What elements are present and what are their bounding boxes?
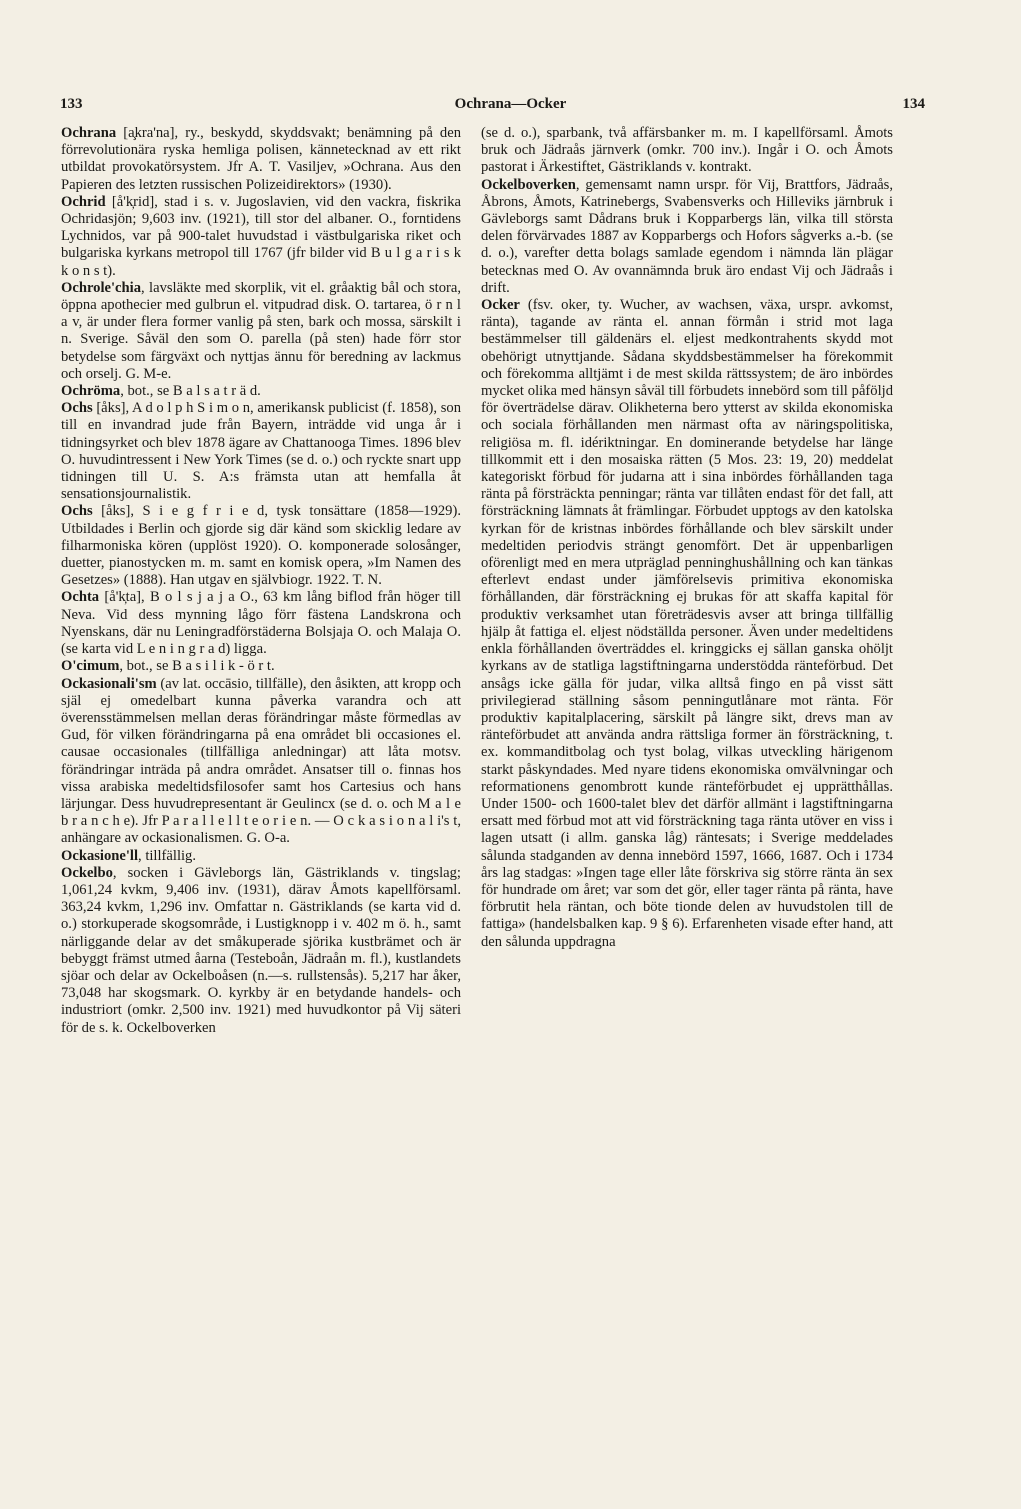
entry-text: , bot., se B a s i l i k - ö r t. — [119, 658, 275, 675]
entry-headword: Ochs — [61, 400, 93, 417]
entry-text: , gemensamt namn urspr. för Vij, Brattfors, Jädraås, Åbrons, Åmots, Katrinebergs, Svabensverks och Hilleviks järnbruk i Gävleborgs samt Dådrans bruk i Kopparbergs län, vilka till största delen förvärvades 1887 av Kopparbergs och Hofors sågverks a.-b. (se d. o.), varefter detta bolags samlade egendom i nämnda län plägar betecknas med O. Av ovannämnda bruk äro endast Vij och Jädraås i drift. — [481, 176, 893, 296]
page-number-right: 134 — [902, 96, 925, 112]
entry-headword: Ochrid — [61, 193, 106, 210]
entry-headword: Ochrole'chia — [61, 279, 141, 296]
page-number-left: 133 — [60, 96, 83, 112]
entry — [61, 503, 461, 589]
entry-headword: Ochta — [61, 589, 100, 606]
entry-text: , bot., se B a l s a t r ä d. — [120, 383, 261, 400]
entry-text: [åks], S i e g f r i e d, tysk tonsättare (1858—1929). Utbildades i Berlin och gjorde sig där känd som skicklig ledare av filharmoniska kören (upplöst 1920). O. komponerade solosånger, duetter, pianostycken m. m. samt en komisk opera, »Im Namen des Gesetzes» (1888). Han utgav en självbiogr. 1922. T. N. — [61, 503, 461, 589]
entry-text: (se d. o.), sparbank, två affärsbanker m. m. I kapellförsaml. Åmots bruk och Jädraås järnverk (omkr. 700 inv.). Ingår i O. och Åmots pastorat i Ärkestiftet, Gästriklands v. kontrakt. — [481, 125, 893, 176]
entry-text: , tillfällig. — [138, 847, 196, 864]
entry — [481, 177, 893, 297]
entry — [61, 848, 461, 865]
entry-headword: Ocker — [481, 297, 520, 314]
entry — [61, 865, 461, 1037]
running-title: Ochrana—Ocker — [454, 96, 567, 112]
entry — [61, 125, 461, 194]
entry-headword: Ochs — [61, 503, 93, 520]
entry — [61, 400, 461, 503]
entry-headword: O'cimum — [61, 658, 120, 675]
entry — [481, 297, 893, 951]
entry-text: [å'k̦rid], stad i s. v. Jugoslavien, vid den vackra, fiskrika Ochridasjön; 9,603 inv. (1921), till stor del albaner. O., forntidens Lychnidos, var på 900-talet huvudstad i västbulgariska riket och bulgariska kyrkans metropol till 1767 (jfr bilder vid B u l g a r i s k k o n s t). — [61, 193, 461, 279]
entry — [61, 383, 461, 400]
entry-headword: Ochrana — [61, 125, 117, 141]
entry-text: (fsv. oker, ty. Wucher, av wachsen, växa, urspr. avkomst, ränta), tagande av ränta el. annan förmån i strid mot laga bestämmelser till gäldenärs el. eljest medkontrahents skydd mot obehörigt utnyttjande. Sådana skyddsbestämmelser ha förekommit och förekomma alltjämt i de mest skilda rättssystem; de äro inbördes mycket olika med hänsyn såväl till förbudets innebörd som till påföljd för överträdelse därav. Olikheterna bero ytterst av skilda ekonomiska och sociala förhållanden men närmast ofta av näringspolitiska, religiösa m. fl. idériktningar. En dominerande betydelse har länge tillkommit ett i den mosaiska rätten (5 Mos. 23: 19, 20) meddelat kategoriskt förbud för judarna att i sina inbördes förhållanden taga ränta på försträckta penningar; ränta var tillåten endast för det fall, att försträckning lämnats åt främlingar. Förbudet upptogs av den katolska kyrkan för de kristnas inbördes förhållande och blev särskilt under medeltiden periodvis strängt genomfört. Det är uppenbarligen oförenligt med en mera utpräglad penninghushållning och kan tänkas efterlevt endast under jämförelsevis primitiva ekonomiska förhållanden, där försträckning ej brukas för att skaffa kapital för produktiv verksamhet utan företrädesvis avser att bringa tillfällig hjälp åt fattiga el. eljest nödställda personer. Även under medeltidens enkla förhållanden överträddes el. kringgicks ej sällan ganska ohöljt kyrkans av de statliga lagstiftningarna understödda ränteförbud. Det ansågs icke gälla för judar, vilka alltså fingo en på visst sätt privilegierad ställning såsom penningutlånare mot ränta. För produktiv kapitalplacering, särskilt på längre sikt, drevs man av ränteförbudet att använda andra rättsliga former än försträckning, t. ex. kommanditbolag och tyst bolag, vilkas utveckling härigenom starkt påskyndades. Med nyare tidens ekonomiska omvälvningar och reformationens genombrott kunde ränteförbudet ej upprätthållas. Under 1500- och 1600-talet blev det därför allmänt i lagstiftningarna ersatt med förbud mot att vid försträckning taga ränta utöver en viss i lagen utsatt (i allm. ganska låg) räntesats; i Sverige meddelades sålunda stadganden av denna innebörd 1597, 1666, 1687. Och i 1734 års lag stadgas: »Ingen tage eller låte förskriva sig större ränta än sex för hundrade om året; var som det gör, eller tager ränta på ränta, have förbrutit hela räntan, och böte tionde delen av huvudstolen till de fattiga» (handelsbalken kap. 9 § 6). Erfarenheten visade efter hand, att den sålunda uppdragna — [481, 297, 893, 950]
entry — [481, 125, 893, 177]
entry — [61, 280, 461, 383]
entry-text: , socken i Gävleborgs län, Gästriklands v. tingslag; 1,061,24 kvkm, 9,406 inv. (1931), därav Åmots kapellförsaml. 363,24 kvkm, 1,296 inv. Omfattar n. Gästriklands (se karta vid d. o.) storkuperade skogsområde, i Lustigknopp i v. 402 m ö. h., samt närliggande delar av det småkuperade sjörika kustbrämet och är bebyggt främst utmed åarna (Testeboån, Jädraån m. fl.), kustlandets sjöar och delar av Ockelboåsen (n.—s. rullstensås). 5,217 har åker, 73,048 har skogsmark. O. kyrkby är en betydande handels- och industriort (omkr. 2,500 inv. 1921) med huvudkontor på Vij säteri för de s. k. Ockelboverken — [61, 864, 461, 1036]
entry-text: [å'k̦ta], B o l s j a j a O., 63 km lång biflod från höger till Neva. Vid dess mynning lågo förr fästena Landskrona och Nyenskans, där nu Leningradförstäderna Bolsjaja O. och Malaja O. (se karta vid L e n i n g r a d) ligga. — [61, 589, 461, 658]
entry-headword: Ockelboverken — [481, 176, 576, 193]
entry — [61, 658, 461, 675]
entry — [61, 194, 461, 280]
entry — [61, 589, 461, 658]
entry-headword: Ochröma — [61, 383, 121, 400]
left-column — [61, 125, 461, 1475]
entry-text: (av lat. occāsio, tillfälle), den åsikten, att kropp och själ ej omedelbart kunna påverka varandra och att överensstämmelsen mellan deras förändringar måste förmedlas av Gud, för vilken förändringarna på ena området bli occasiones el. causae occasionales (tillfälliga anledningar) att låta motsv. förändringar inträda på andra området. Ansatser till o. finnas hos vissa arabiska medeltidsfilosofer samt hos Cartesius och hans lärjungar. Dess huvudrepresentant är Geulincx (se d. o. och M a l e b r a n c h e). Jfr P a r a l l e l l t e o r i e n. — O c k a s i o n a l i's t, anhängare av ockasionalismen. G. O-a. — [61, 675, 461, 847]
entry-text: [åks], A d o l p h S i m o n, amerikansk publicist (f. 1858), son till en invandrad jude från Bayern, inträdde vid unga år i tidningsyrket och blev 1878 ägare av Chattanooga Times. 1896 blev O. huvudintressent i New York Times (se d. o.) och ryckte snart upp tidningen till U. S. A:s främsta utan att hemfalla åt sensationsjournalistik. — [61, 400, 461, 503]
entry-headword: Ockelbo — [61, 864, 113, 881]
running-header — [0, 96, 1021, 118]
entry-text: [a̧kra'na], ry., beskydd, skyddsvakt; benämning på den förrevolutionära ryska hemliga polisen, kännetecknad av ett rikt utbildat provokatörsystem. Jfr A. T. Vasiljev, »Ochrana. Aus den Papieren des letzten russischen Polizeidirektors» (1930). — [61, 125, 461, 193]
entry — [61, 676, 461, 848]
entry-text: , lavsläkte med skorplik, vit el. gråaktig bål och stora, öppna apothecier med gulbrun el. vitpudrad disk. O. tartarea, ö r n l a v, är under flera former vanlig på sten, bark och mossa, särskilt i n. Sverige. Såväl den som O. parella (på sten) hade förr stor betydelse som färgväxt och nyttjas ännu för beredning av lackmus och orselj. G. M-e. — [61, 279, 461, 382]
right-column — [481, 125, 893, 1475]
entry-headword: Ockasionali'sm — [61, 675, 157, 692]
entry-headword: Ockasione'll — [61, 847, 139, 864]
